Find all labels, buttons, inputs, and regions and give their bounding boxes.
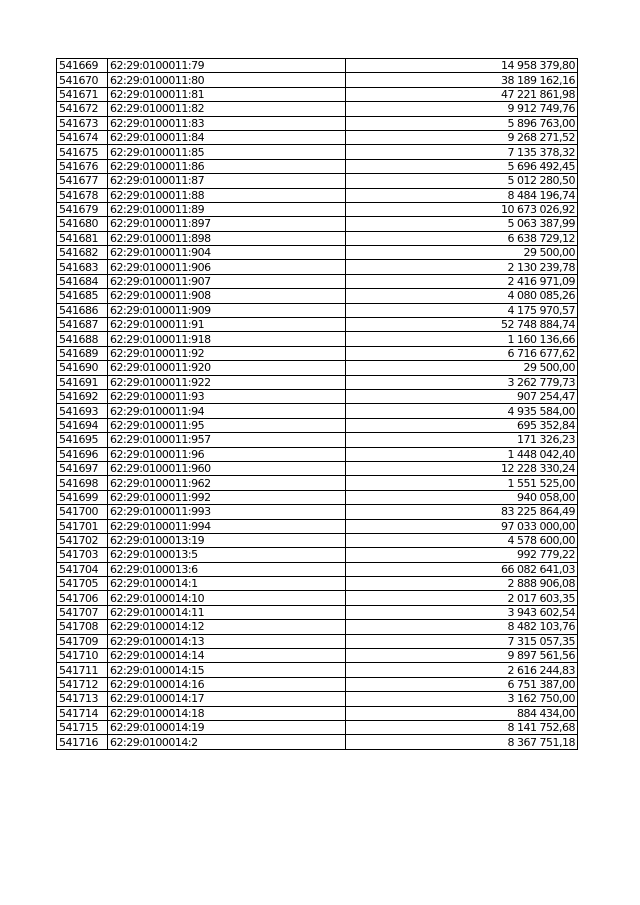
table-row	[57, 735, 578, 749]
table-row	[57, 174, 578, 188]
value-cell: 9 897 561,56	[346, 649, 578, 663]
row-number-cell: 541706	[57, 591, 108, 605]
cadastral-number-cell: 62:29:0100011:81	[108, 87, 346, 101]
table-row	[57, 188, 578, 202]
value-cell: 83 225 864,49	[346, 505, 578, 519]
value-cell: 2 416 971,09	[346, 274, 578, 288]
table-row	[57, 102, 578, 116]
row-number-cell: 541699	[57, 490, 108, 504]
value-cell: 171 326,23	[346, 433, 578, 447]
cadastral-value-table	[56, 58, 578, 750]
table-row	[57, 461, 578, 475]
row-number-cell: 541716	[57, 735, 108, 749]
cadastral-number-cell: 62:29:0100011:918	[108, 332, 346, 346]
cadastral-number-cell: 62:29:0100011:93	[108, 389, 346, 403]
cadastral-number-cell: 62:29:0100014:14	[108, 649, 346, 663]
table-row	[57, 159, 578, 173]
row-number-cell: 541702	[57, 533, 108, 547]
cadastral-number-cell: 62:29:0100011:909	[108, 303, 346, 317]
table-row	[57, 404, 578, 418]
cadastral-number-cell: 62:29:0100011:88	[108, 188, 346, 202]
row-number-cell: 541688	[57, 332, 108, 346]
value-cell: 6 751 387,00	[346, 677, 578, 691]
cadastral-number-cell: 62:29:0100011:993	[108, 505, 346, 519]
value-cell: 6 716 677,62	[346, 346, 578, 360]
table-row	[57, 73, 578, 87]
value-cell: 29 500,00	[346, 246, 578, 260]
cadastral-number-cell: 62:29:0100011:87	[108, 174, 346, 188]
row-number-cell: 541677	[57, 174, 108, 188]
cadastral-number-cell: 62:29:0100011:84	[108, 130, 346, 144]
table-row	[57, 533, 578, 547]
value-cell: 47 221 861,98	[346, 87, 578, 101]
row-number-cell: 541687	[57, 318, 108, 332]
table-row	[57, 706, 578, 720]
row-number-cell: 541681	[57, 231, 108, 245]
cadastral-number-cell: 62:29:0100014:11	[108, 605, 346, 619]
table-row	[57, 303, 578, 317]
cadastral-number-cell: 62:29:0100011:994	[108, 519, 346, 533]
row-number-cell: 541712	[57, 677, 108, 691]
table-row	[57, 202, 578, 216]
table-row	[57, 361, 578, 375]
value-cell: 4 578 600,00	[346, 533, 578, 547]
row-number-cell: 541674	[57, 130, 108, 144]
cadastral-number-cell: 62:29:0100014:2	[108, 735, 346, 749]
table-row	[57, 87, 578, 101]
table-row	[57, 332, 578, 346]
value-cell: 992 779,22	[346, 548, 578, 562]
table-row	[57, 289, 578, 303]
value-cell: 2 616 244,83	[346, 663, 578, 677]
value-cell: 12 228 330,24	[346, 461, 578, 475]
value-cell: 940 058,00	[346, 490, 578, 504]
value-cell: 3 162 750,00	[346, 692, 578, 706]
value-cell: 14 958 379,80	[346, 59, 578, 73]
value-cell: 907 254,47	[346, 389, 578, 403]
cadastral-number-cell: 62:29:0100011:992	[108, 490, 346, 504]
value-cell: 38 189 162,16	[346, 73, 578, 87]
cadastral-number-cell: 62:29:0100011:907	[108, 274, 346, 288]
cadastral-number-cell: 62:29:0100014:15	[108, 663, 346, 677]
value-cell: 8 141 752,68	[346, 720, 578, 734]
table-row	[57, 591, 578, 605]
value-cell: 3 943 602,54	[346, 605, 578, 619]
row-number-cell: 541693	[57, 404, 108, 418]
row-number-cell: 541709	[57, 634, 108, 648]
value-cell: 2 888 906,08	[346, 577, 578, 591]
table-row	[57, 59, 578, 73]
cadastral-number-cell: 62:29:0100011:79	[108, 59, 346, 73]
value-cell: 9 912 749,76	[346, 102, 578, 116]
row-number-cell: 541670	[57, 73, 108, 87]
row-number-cell: 541713	[57, 692, 108, 706]
row-number-cell: 541692	[57, 389, 108, 403]
row-number-cell: 541685	[57, 289, 108, 303]
value-cell: 4 080 085,26	[346, 289, 578, 303]
table-row	[57, 274, 578, 288]
row-number-cell: 541686	[57, 303, 108, 317]
row-number-cell: 541701	[57, 519, 108, 533]
row-number-cell: 541700	[57, 505, 108, 519]
table-row	[57, 447, 578, 461]
row-number-cell: 541695	[57, 433, 108, 447]
cadastral-number-cell: 62:29:0100011:957	[108, 433, 346, 447]
row-number-cell: 541689	[57, 346, 108, 360]
table-row	[57, 260, 578, 274]
table-row	[57, 490, 578, 504]
row-number-cell: 541678	[57, 188, 108, 202]
row-number-cell: 541683	[57, 260, 108, 274]
row-number-cell: 541679	[57, 202, 108, 216]
row-number-cell: 541684	[57, 274, 108, 288]
table-row	[57, 605, 578, 619]
row-number-cell: 541672	[57, 102, 108, 116]
cadastral-number-cell: 62:29:0100014:10	[108, 591, 346, 605]
table-row	[57, 519, 578, 533]
row-number-cell: 541707	[57, 605, 108, 619]
table-row	[57, 116, 578, 130]
cadastral-number-cell: 62:29:0100011:897	[108, 217, 346, 231]
cadastral-number-cell: 62:29:0100014:19	[108, 720, 346, 734]
row-number-cell: 541673	[57, 116, 108, 130]
table-row	[57, 145, 578, 159]
value-cell: 5 063 387,99	[346, 217, 578, 231]
value-cell: 8 482 103,76	[346, 620, 578, 634]
row-number-cell: 541676	[57, 159, 108, 173]
value-cell: 3 262 779,73	[346, 375, 578, 389]
cadastral-number-cell: 62:29:0100013:5	[108, 548, 346, 562]
table-row	[57, 231, 578, 245]
cadastral-number-cell: 62:29:0100011:94	[108, 404, 346, 418]
value-cell: 4 175 970,57	[346, 303, 578, 317]
cadastral-number-cell: 62:29:0100011:80	[108, 73, 346, 87]
cadastral-number-cell: 62:29:0100014:16	[108, 677, 346, 691]
cadastral-number-cell: 62:29:0100011:86	[108, 159, 346, 173]
cadastral-number-cell: 62:29:0100011:904	[108, 246, 346, 260]
value-cell: 5 696 492,45	[346, 159, 578, 173]
table-row	[57, 505, 578, 519]
table-row	[57, 562, 578, 576]
cadastral-number-cell: 62:29:0100011:91	[108, 318, 346, 332]
value-cell: 5 012 280,50	[346, 174, 578, 188]
table-row	[57, 548, 578, 562]
value-cell: 9 268 271,52	[346, 130, 578, 144]
value-cell: 1 551 525,00	[346, 476, 578, 490]
value-cell: 8 484 196,74	[346, 188, 578, 202]
cadastral-number-cell: 62:29:0100011:920	[108, 361, 346, 375]
table-row	[57, 418, 578, 432]
cadastral-number-cell: 62:29:0100011:95	[108, 418, 346, 432]
row-number-cell: 541708	[57, 620, 108, 634]
table-row	[57, 692, 578, 706]
row-number-cell: 541704	[57, 562, 108, 576]
table-row	[57, 577, 578, 591]
cadastral-number-cell: 62:29:0100011:82	[108, 102, 346, 116]
row-number-cell: 541682	[57, 246, 108, 260]
row-number-cell: 541714	[57, 706, 108, 720]
value-cell: 7 315 057,35	[346, 634, 578, 648]
table-row	[57, 389, 578, 403]
value-cell: 66 082 641,03	[346, 562, 578, 576]
cadastral-number-cell: 62:29:0100011:83	[108, 116, 346, 130]
value-cell: 1 448 042,40	[346, 447, 578, 461]
cadastral-number-cell: 62:29:0100013:6	[108, 562, 346, 576]
row-number-cell: 541705	[57, 577, 108, 591]
table-row	[57, 217, 578, 231]
value-cell: 2 130 239,78	[346, 260, 578, 274]
row-number-cell: 541671	[57, 87, 108, 101]
table-row	[57, 476, 578, 490]
cadastral-number-cell: 62:29:0100014:12	[108, 620, 346, 634]
cadastral-number-cell: 62:29:0100011:906	[108, 260, 346, 274]
row-number-cell: 541715	[57, 720, 108, 734]
table-row	[57, 620, 578, 634]
row-number-cell: 541694	[57, 418, 108, 432]
table-row	[57, 720, 578, 734]
table-row	[57, 663, 578, 677]
row-number-cell: 541711	[57, 663, 108, 677]
table-row	[57, 130, 578, 144]
value-cell: 10 673 026,92	[346, 202, 578, 216]
value-cell: 1 160 136,66	[346, 332, 578, 346]
cadastral-number-cell: 62:29:0100014:1	[108, 577, 346, 591]
row-number-cell: 541710	[57, 649, 108, 663]
cadastral-number-cell: 62:29:0100011:96	[108, 447, 346, 461]
table-row	[57, 246, 578, 260]
cadastral-number-cell: 62:29:0100011:922	[108, 375, 346, 389]
table-row	[57, 375, 578, 389]
cadastral-number-cell: 62:29:0100011:960	[108, 461, 346, 475]
value-cell: 5 896 763,00	[346, 116, 578, 130]
table-row	[57, 433, 578, 447]
cadastral-number-cell: 62:29:0100011:898	[108, 231, 346, 245]
row-number-cell: 541675	[57, 145, 108, 159]
cadastral-number-cell: 62:29:0100013:19	[108, 533, 346, 547]
table-row	[57, 634, 578, 648]
cadastral-number-cell: 62:29:0100011:962	[108, 476, 346, 490]
cadastral-number-cell: 62:29:0100014:18	[108, 706, 346, 720]
cadastral-number-cell: 62:29:0100011:85	[108, 145, 346, 159]
value-cell: 2 017 603,35	[346, 591, 578, 605]
row-number-cell: 541691	[57, 375, 108, 389]
cadastral-number-cell: 62:29:0100011:908	[108, 289, 346, 303]
value-cell: 6 638 729,12	[346, 231, 578, 245]
cadastral-number-cell: 62:29:0100011:89	[108, 202, 346, 216]
row-number-cell: 541703	[57, 548, 108, 562]
value-cell: 97 033 000,00	[346, 519, 578, 533]
value-cell: 52 748 884,74	[346, 318, 578, 332]
table-body	[57, 59, 578, 750]
value-cell: 7 135 378,32	[346, 145, 578, 159]
value-cell: 695 352,84	[346, 418, 578, 432]
table-row	[57, 346, 578, 360]
table-row	[57, 677, 578, 691]
value-cell: 8 367 751,18	[346, 735, 578, 749]
table-row	[57, 318, 578, 332]
row-number-cell: 541690	[57, 361, 108, 375]
row-number-cell: 541697	[57, 461, 108, 475]
table-row	[57, 649, 578, 663]
value-cell: 884 434,00	[346, 706, 578, 720]
value-cell: 4 935 584,00	[346, 404, 578, 418]
cadastral-number-cell: 62:29:0100011:92	[108, 346, 346, 360]
cadastral-number-cell: 62:29:0100014:13	[108, 634, 346, 648]
row-number-cell: 541680	[57, 217, 108, 231]
cadastral-number-cell: 62:29:0100014:17	[108, 692, 346, 706]
row-number-cell: 541669	[57, 59, 108, 73]
row-number-cell: 541696	[57, 447, 108, 461]
row-number-cell: 541698	[57, 476, 108, 490]
value-cell: 29 500,00	[346, 361, 578, 375]
